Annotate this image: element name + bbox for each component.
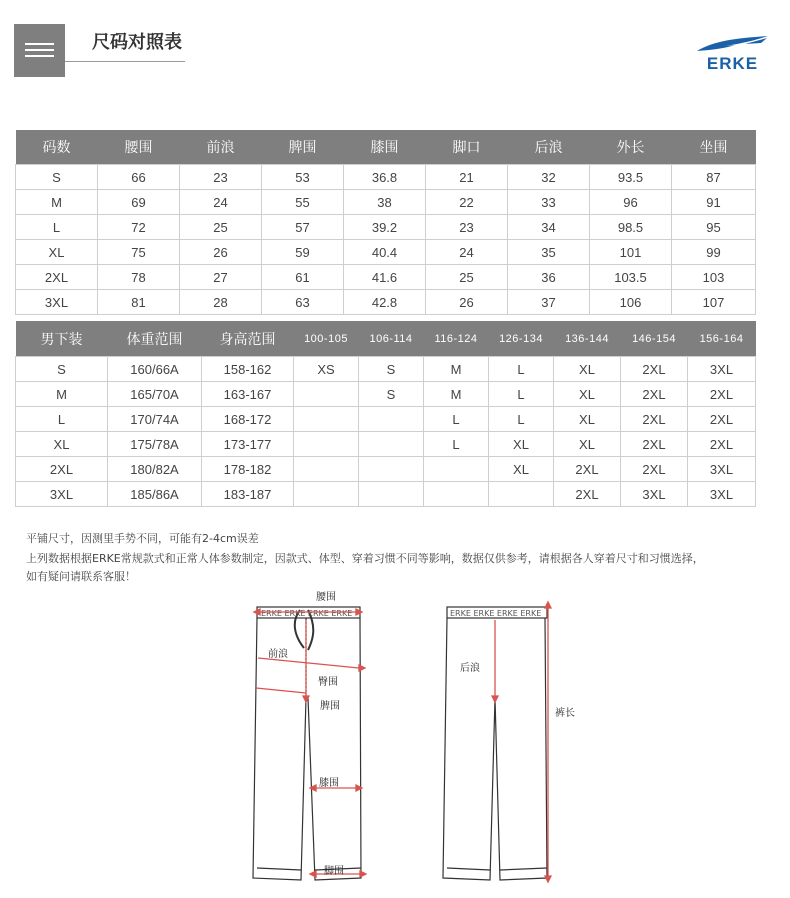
table-cell: M	[16, 190, 98, 215]
logo-text: ERKE	[706, 54, 759, 73]
column-header: 116-124	[424, 321, 489, 357]
table-cell: L	[16, 407, 108, 432]
table-cell: XL	[554, 407, 621, 432]
table-cell: 3XL	[688, 482, 756, 507]
table-cell: 23	[426, 215, 508, 240]
column-header: 前浪	[180, 130, 262, 165]
table-cell: 81	[98, 290, 180, 315]
table-cell: 106	[590, 290, 672, 315]
label-front-rise: 前浪	[268, 649, 288, 660]
table-cell: 2XL	[688, 407, 756, 432]
table-cell: 25	[426, 265, 508, 290]
table-cell	[359, 407, 424, 432]
table-cell	[294, 407, 359, 432]
table-cell: 40.4	[344, 240, 426, 265]
column-header: 外长	[590, 130, 672, 165]
table-cell: 26	[426, 290, 508, 315]
table-cell: 93.5	[590, 165, 672, 190]
table-cell: 3XL	[688, 457, 756, 482]
logo-swoosh-icon	[695, 34, 770, 56]
table-cell: 2XL	[621, 432, 688, 457]
table-cell: 57	[262, 215, 344, 240]
table-cell: 36	[508, 265, 590, 290]
table-cell: M	[424, 357, 489, 382]
column-header: 腰围	[98, 130, 180, 165]
table-cell	[489, 482, 554, 507]
table-cell	[424, 457, 489, 482]
table-cell: 103	[672, 265, 756, 290]
table-cell: 72	[98, 215, 180, 240]
column-header: 100-105	[294, 321, 359, 357]
age-size-table	[15, 321, 756, 507]
table-cell: 78	[98, 265, 180, 290]
table-cell: 103.5	[590, 265, 672, 290]
table-cell: 185/86A	[108, 482, 202, 507]
table-cell: 2XL	[554, 457, 621, 482]
table-cell: 98.5	[590, 215, 672, 240]
table-cell: 28	[180, 290, 262, 315]
label-thigh: 脾围	[320, 701, 340, 712]
table-cell	[294, 457, 359, 482]
table-cell: L	[489, 407, 554, 432]
table-cell: 55	[262, 190, 344, 215]
table-cell: 69	[98, 190, 180, 215]
table-row	[16, 432, 756, 457]
column-header: 码数	[16, 130, 98, 165]
table-cell: XL	[554, 382, 621, 407]
svg-text:ERKE ERKE ERKE ERKE: ERKE ERKE ERKE ERKE	[450, 609, 542, 618]
column-header: 膝围	[344, 130, 426, 165]
table-row	[16, 165, 756, 190]
column-header: 后浪	[508, 130, 590, 165]
table-cell: 38	[344, 190, 426, 215]
table-cell: 91	[672, 190, 756, 215]
table-cell: 2XL	[621, 457, 688, 482]
note-contact: 如有疑问请联系客服！	[26, 570, 136, 583]
table-cell: 3XL	[688, 357, 756, 382]
table-cell: 170/74A	[108, 407, 202, 432]
table-cell: 66	[98, 165, 180, 190]
table-cell: XS	[294, 357, 359, 382]
table-cell	[424, 482, 489, 507]
table-cell: XL	[489, 432, 554, 457]
table-cell: M	[16, 382, 108, 407]
table-cell: L	[424, 432, 489, 457]
table-cell: 2XL	[621, 357, 688, 382]
table-cell: XL	[16, 432, 108, 457]
measurement-table	[15, 130, 756, 315]
brand-logo	[695, 34, 770, 74]
column-header: 126-134	[489, 321, 554, 357]
table-cell: M	[424, 382, 489, 407]
table-cell: S	[359, 357, 424, 382]
title-underline	[65, 61, 185, 62]
table-cell: 33	[508, 190, 590, 215]
column-header: 脾围	[262, 130, 344, 165]
table-cell: 27	[180, 265, 262, 290]
table-cell: 96	[590, 190, 672, 215]
table-cell: L	[489, 382, 554, 407]
label-length: 裤长	[555, 708, 575, 719]
table-cell: 3XL	[16, 290, 98, 315]
table-row	[16, 357, 756, 382]
table-cell: 2XL	[688, 382, 756, 407]
table-cell: S	[16, 165, 98, 190]
label-hip: 臀围	[318, 677, 338, 688]
table-cell: 3XL	[16, 482, 108, 507]
table-row	[16, 290, 756, 315]
table-cell	[294, 382, 359, 407]
table-cell: 2XL	[621, 382, 688, 407]
table-cell: 37	[508, 290, 590, 315]
label-back-rise: 后浪	[460, 663, 480, 674]
table-cell: 32	[508, 165, 590, 190]
menu-icon[interactable]	[14, 24, 65, 77]
table-row	[16, 215, 756, 240]
table-cell: 180/82A	[108, 457, 202, 482]
column-header: 106-114	[359, 321, 424, 357]
table-cell: L	[489, 357, 554, 382]
table-cell: 25	[180, 215, 262, 240]
label-hem: 脚围	[324, 866, 344, 877]
table-cell: 2XL	[688, 432, 756, 457]
table-cell: 61	[262, 265, 344, 290]
table-cell: 183-187	[202, 482, 294, 507]
pants-outline-icon	[220, 578, 600, 888]
table-cell: 158-162	[202, 357, 294, 382]
column-header: 坐围	[672, 130, 756, 165]
table-cell: 36.8	[344, 165, 426, 190]
table-cell: 3XL	[621, 482, 688, 507]
table-row	[16, 407, 756, 432]
svg-text:ERKE ERKE ERKE ERKE: ERKE ERKE ERKE ERKE	[261, 609, 353, 618]
table-cell: 39.2	[344, 215, 426, 240]
note-tolerance: 平铺尺寸，因测里手势不同，可能有2-4cm误差	[26, 532, 259, 545]
table-row	[16, 382, 756, 407]
table-row	[16, 457, 756, 482]
table-cell: 24	[426, 240, 508, 265]
table-cell: 53	[262, 165, 344, 190]
table-cell: XL	[16, 240, 98, 265]
table-cell: 173-177	[202, 432, 294, 457]
page-title: 尺码对照表	[92, 32, 182, 53]
table-cell: 95	[672, 215, 756, 240]
column-header: 146-154	[621, 321, 688, 357]
table-cell: XL	[554, 357, 621, 382]
table-cell: L	[424, 407, 489, 432]
table-cell: 87	[672, 165, 756, 190]
table-cell: 2XL	[621, 407, 688, 432]
table-cell: 107	[672, 290, 756, 315]
table-cell: 178-182	[202, 457, 294, 482]
table-cell: 2XL	[16, 265, 98, 290]
table-cell: 101	[590, 240, 672, 265]
table-cell: S	[359, 382, 424, 407]
table-cell: XL	[554, 432, 621, 457]
label-waist: 腰围	[316, 592, 336, 603]
table-cell: 2XL	[16, 457, 108, 482]
table-row	[16, 190, 756, 215]
column-header: 156-164	[688, 321, 756, 357]
table-cell: 99	[672, 240, 756, 265]
table-cell: 24	[180, 190, 262, 215]
note-disclaimer: 上列数据根据ERKE常规款式和正常人体参数制定，因款式、体型、穿着习惯不同等影响，数据仅供参考，请根据各人穿着尺寸和习惯选择，	[26, 552, 704, 565]
pants-diagram	[220, 578, 600, 888]
table-cell	[359, 457, 424, 482]
column-header: 136-144	[554, 321, 621, 357]
table-cell: 34	[508, 215, 590, 240]
table-cell: 63	[262, 290, 344, 315]
column-header: 脚口	[426, 130, 508, 165]
table-row	[16, 482, 756, 507]
column-header: 体重范围	[108, 321, 202, 357]
table-cell: XL	[489, 457, 554, 482]
label-knee: 膝围	[319, 778, 339, 789]
column-header: 身高范围	[202, 321, 294, 357]
table-cell: 165/70A	[108, 382, 202, 407]
table-cell: 22	[426, 190, 508, 215]
table-cell	[359, 432, 424, 457]
table-cell: 163-167	[202, 382, 294, 407]
table-cell	[294, 432, 359, 457]
table-cell: 41.6	[344, 265, 426, 290]
table-cell: S	[16, 357, 108, 382]
table-cell: 175/78A	[108, 432, 202, 457]
table-cell: 168-172	[202, 407, 294, 432]
table-cell: 59	[262, 240, 344, 265]
table-cell: 35	[508, 240, 590, 265]
table-cell: L	[16, 215, 98, 240]
table-cell: 23	[180, 165, 262, 190]
table-cell: 75	[98, 240, 180, 265]
table-cell: 2XL	[554, 482, 621, 507]
table-row	[16, 265, 756, 290]
table-cell: 160/66A	[108, 357, 202, 382]
table-cell: 42.8	[344, 290, 426, 315]
table-cell	[359, 482, 424, 507]
table-cell: 26	[180, 240, 262, 265]
table-cell: 21	[426, 165, 508, 190]
table-cell	[294, 482, 359, 507]
column-header: 男下装	[16, 321, 108, 357]
table-row	[16, 240, 756, 265]
